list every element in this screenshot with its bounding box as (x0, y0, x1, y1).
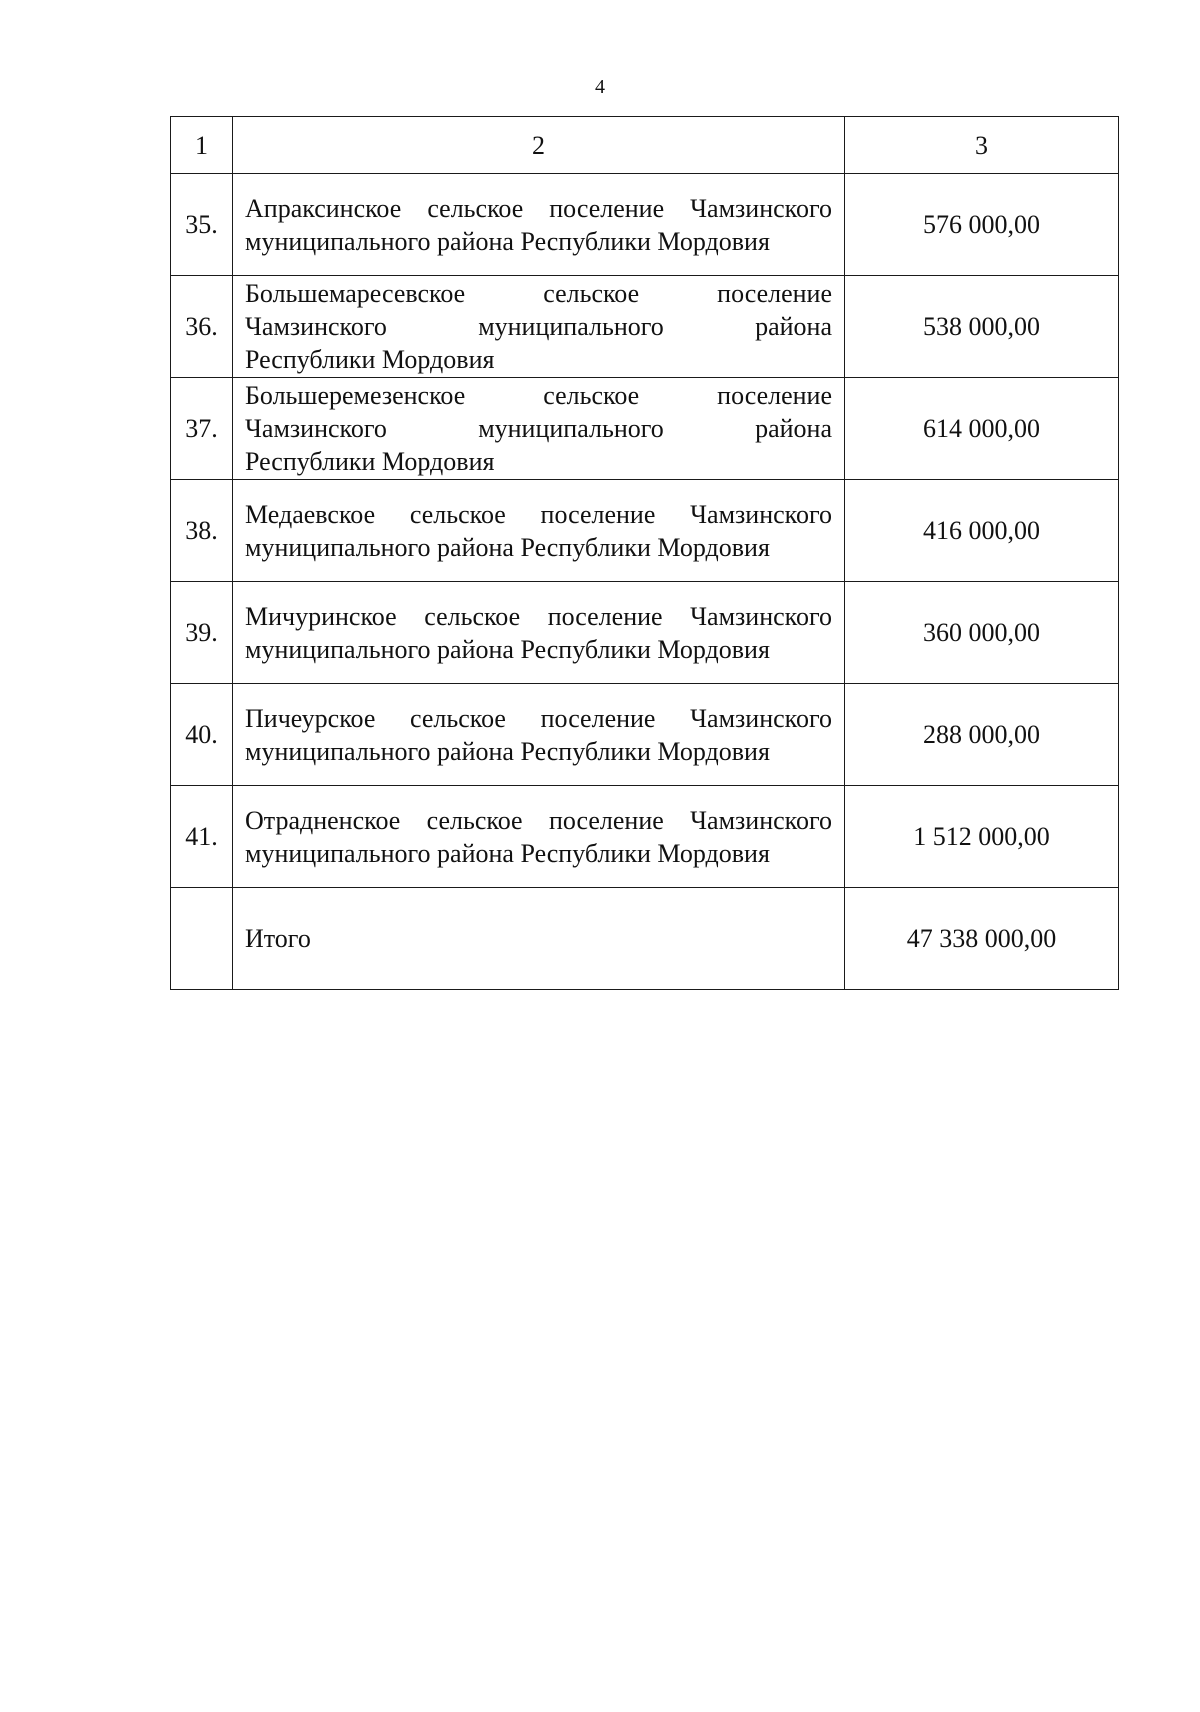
settlement-name-line: муниципального района Республики Мордовия (245, 532, 770, 562)
settlement-name (233, 786, 845, 888)
row-number: 37. (171, 378, 233, 480)
settlement-name-line: Медаевское сельское поселение Чамзинского (245, 499, 832, 529)
page-number: 4 (595, 76, 605, 98)
amount: 360 000,00 (845, 582, 1119, 684)
settlement-name-line: Отрадненское сельское поселение Чамзинского (245, 805, 832, 835)
settlement-name-line: Республики Мордовия (245, 447, 495, 476)
row-number: 41. (171, 786, 233, 888)
table-row (171, 684, 1119, 786)
settlement-name-line: Большеремезенское сельское поселение (245, 381, 832, 410)
amount: 576 000,00 (845, 174, 1119, 276)
amount: 288 000,00 (845, 684, 1119, 786)
settlement-name (233, 378, 845, 480)
amount: 538 000,00 (845, 276, 1119, 378)
table-row (171, 378, 1119, 480)
row-number: 35. (171, 174, 233, 276)
settlement-name-line: муниципального района Республики Мордовия (245, 226, 770, 256)
column-header-3: 3 (845, 117, 1119, 174)
amount: 614 000,00 (845, 378, 1119, 480)
total-label: Итого (233, 888, 845, 990)
table-row (171, 276, 1119, 378)
settlement-name-line: Чамзинского муниципального района (245, 414, 832, 443)
settlement-name-line: муниципального района Республики Мордовия (245, 634, 770, 664)
table-row (171, 174, 1119, 276)
settlement-name (233, 276, 845, 378)
table-row (171, 582, 1119, 684)
total-number-empty (171, 888, 233, 990)
settlement-name-line: муниципального района Республики Мордовия (245, 736, 770, 766)
settlement-name (233, 582, 845, 684)
settlement-name-line: Апраксинское сельское поселение Чамзинского (245, 193, 832, 223)
table-row (171, 786, 1119, 888)
table-row (171, 480, 1119, 582)
row-number: 38. (171, 480, 233, 582)
settlement-name (233, 684, 845, 786)
row-number: 36. (171, 276, 233, 378)
settlement-name-line: муниципального района Республики Мордовия (245, 838, 770, 868)
row-number: 39. (171, 582, 233, 684)
column-header-1: 1 (171, 117, 233, 174)
settlement-name-line: Мичуринское сельское поселение Чамзинского (245, 601, 832, 631)
total-amount: 47 338 000,00 (845, 888, 1119, 990)
row-number: 40. (171, 684, 233, 786)
settlement-name (233, 174, 845, 276)
settlement-name (233, 480, 845, 582)
settlement-name-line: Пичеурское сельское поселение Чамзинского (245, 703, 832, 733)
amount: 1 512 000,00 (845, 786, 1119, 888)
table-header-row (171, 117, 1119, 174)
total-row (171, 888, 1119, 990)
amount: 416 000,00 (845, 480, 1119, 582)
column-header-2: 2 (233, 117, 845, 174)
settlement-name-line: Большемаресевское сельское поселение (245, 279, 832, 308)
allocation-table (170, 116, 1119, 990)
settlement-name-line: Республики Мордовия (245, 345, 495, 374)
settlement-name-line: Чамзинского муниципального района (245, 312, 832, 341)
